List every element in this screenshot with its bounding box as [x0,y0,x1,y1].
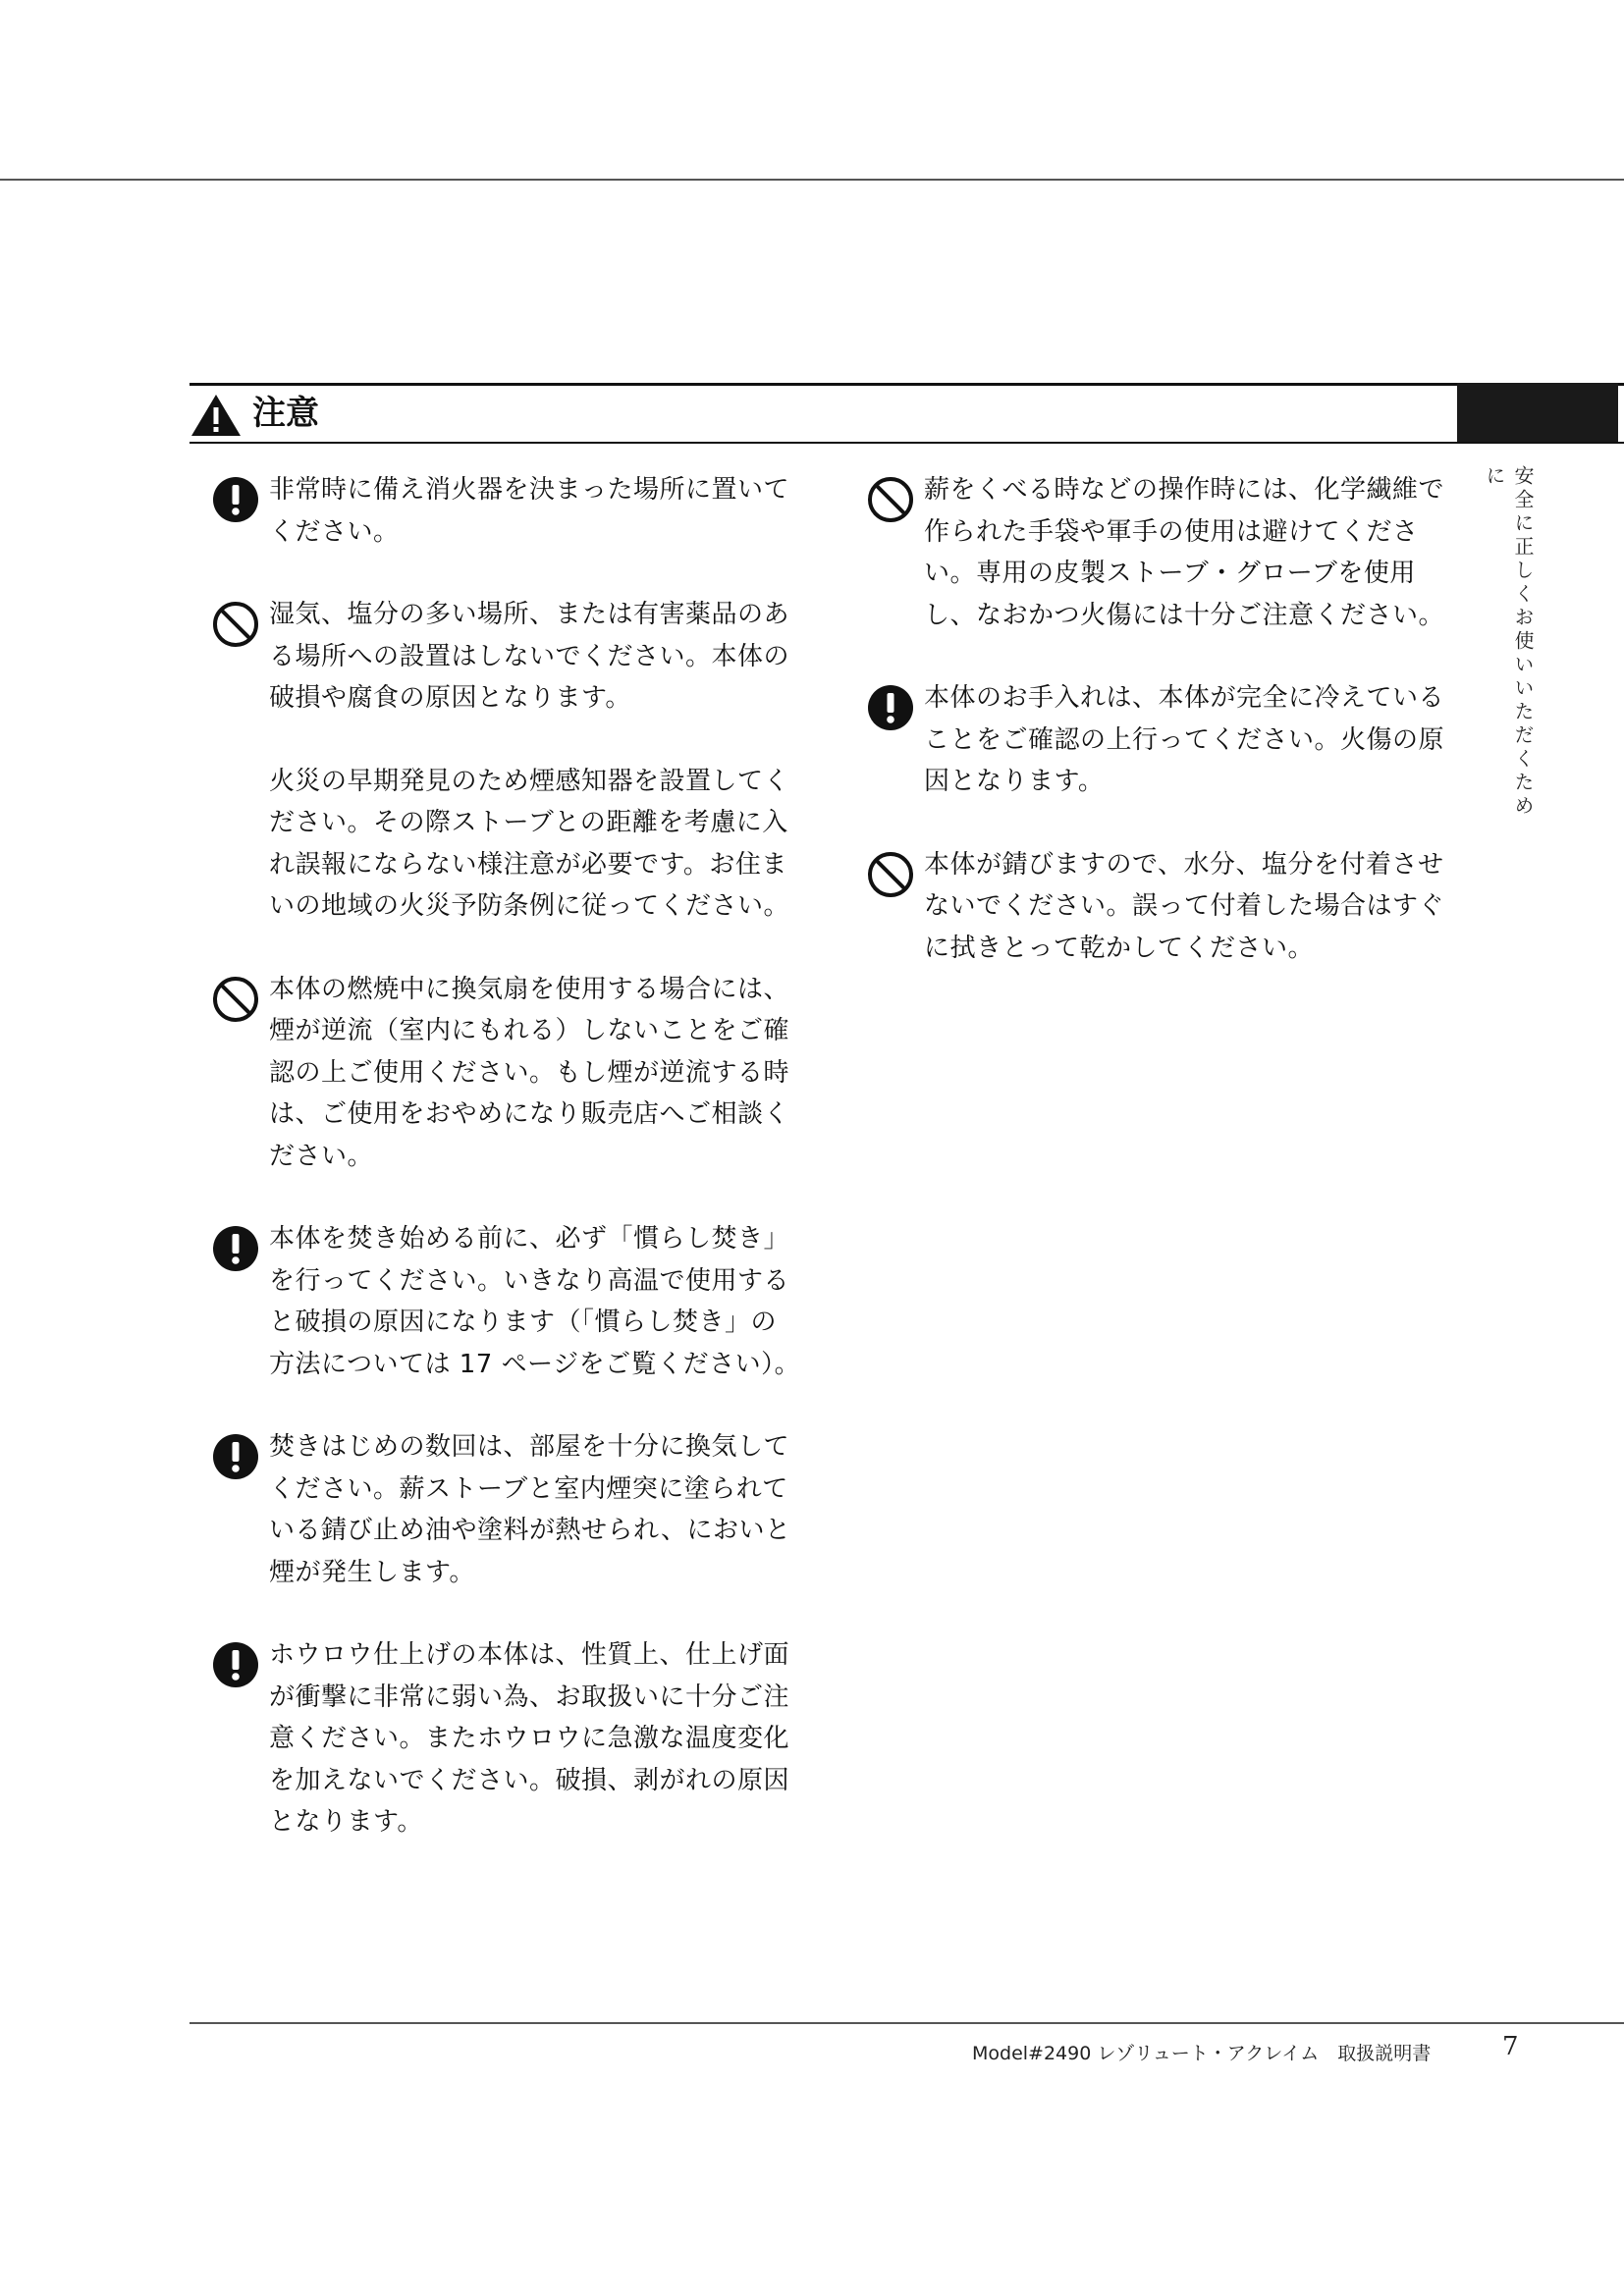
caution-item [867,677,1456,803]
top-rule [0,179,1624,181]
caution-item [867,844,1456,970]
section-title: 注意 [252,394,319,433]
exclamation-icon [212,1433,259,1480]
caution-text: 本体のお手入れは、本体が完全に冷えていることをご確認の上行ってください。火傷の原因となります。 [924,683,1445,796]
exclamation-icon [212,1225,259,1272]
side-tab-label: 安全に正しくお使いいただくために [1483,465,1535,819]
caution-item [212,969,801,1178]
exclamation-icon [867,684,914,731]
section-header [189,383,1624,444]
page-number: 7 [1502,2032,1519,2061]
exclamation-icon [212,476,259,523]
header-black-tab [1457,383,1618,444]
caution-item [212,1218,801,1385]
prohibition-icon [867,851,914,898]
caution-text: 火災の早期発見のため煙感知器を設置してください。その際ストーブとの距離を考慮に入れ誤報にならない様注意が必要です。お住まいの地域の火災予防条例に従ってください。 [269,766,790,921]
caution-text: 本体が錆びますので、水分、塩分を付着させないでください。誤って付着した場合はすぐに拭きとって乾かしてください。 [924,849,1445,963]
caution-text: 湿気、塩分の多い場所、または有害薬品のある場所への設置はしないでください。本体の破損や腐食の原因となります。 [269,600,790,713]
exclamation-icon [212,1641,259,1688]
header-rule-top [189,383,1624,386]
caution-text: 焚きはじめの数回は、部屋を十分に換気してください。薪ストーブと室内煙突に塗られている錆び止め油や塗料が熱せられ、においと煙が発生します。 [269,1432,791,1587]
prohibition-icon [867,476,914,523]
caution-text: 本体の燃焼中に換気扇を使用する場合には、煙が逆流（室内にもれる）しないことをご確認の上ご使用ください。もし煙が逆流する時は、ご使用をおやめになり販売店へご相談ください。 [269,974,790,1171]
caution-item [212,1634,801,1843]
caution-item [212,594,801,928]
prohibition-icon [212,601,259,648]
caution-item [867,469,1456,636]
left-column [212,469,801,1885]
caution-text: 非常時に備え消火器を決まった場所に置いてください。 [269,475,790,547]
footer-rule [189,2022,1624,2024]
prohibition-icon [212,976,259,1023]
caution-item [212,469,801,553]
caution-text: ホウロウ仕上げの本体は、性質上、仕上げ面が衝撃に非常に弱い為、お取扱いに十分ご注意ください。またホウロウに急激な温度変化を加えないでください。破損、剥がれの原因となります。 [269,1640,790,1837]
caution-text: 薪をくべる時などの操作時には、化学繊維で作られた手袋や軍手の使用は避けてください。専用の皮製ストーブ・グローブを使用し、なおかつ火傷には十分ご注意ください。 [924,475,1445,630]
caution-item [212,1426,801,1593]
warning-triangle-icon [189,393,243,438]
right-column [867,469,1456,1010]
footer-model-text: Model#2490 レゾリュート・アクレイム 取扱説明書 [972,2043,1432,2064]
caution-text: 本体を焚き始める前に、必ず「慣らし焚き」を行ってください。いきなり高温で使用すると破損の原因になります（「慣らし焚き」の方法については 17 ページをご覧ください）。 [269,1224,801,1379]
header-rule-bottom [189,442,1624,444]
